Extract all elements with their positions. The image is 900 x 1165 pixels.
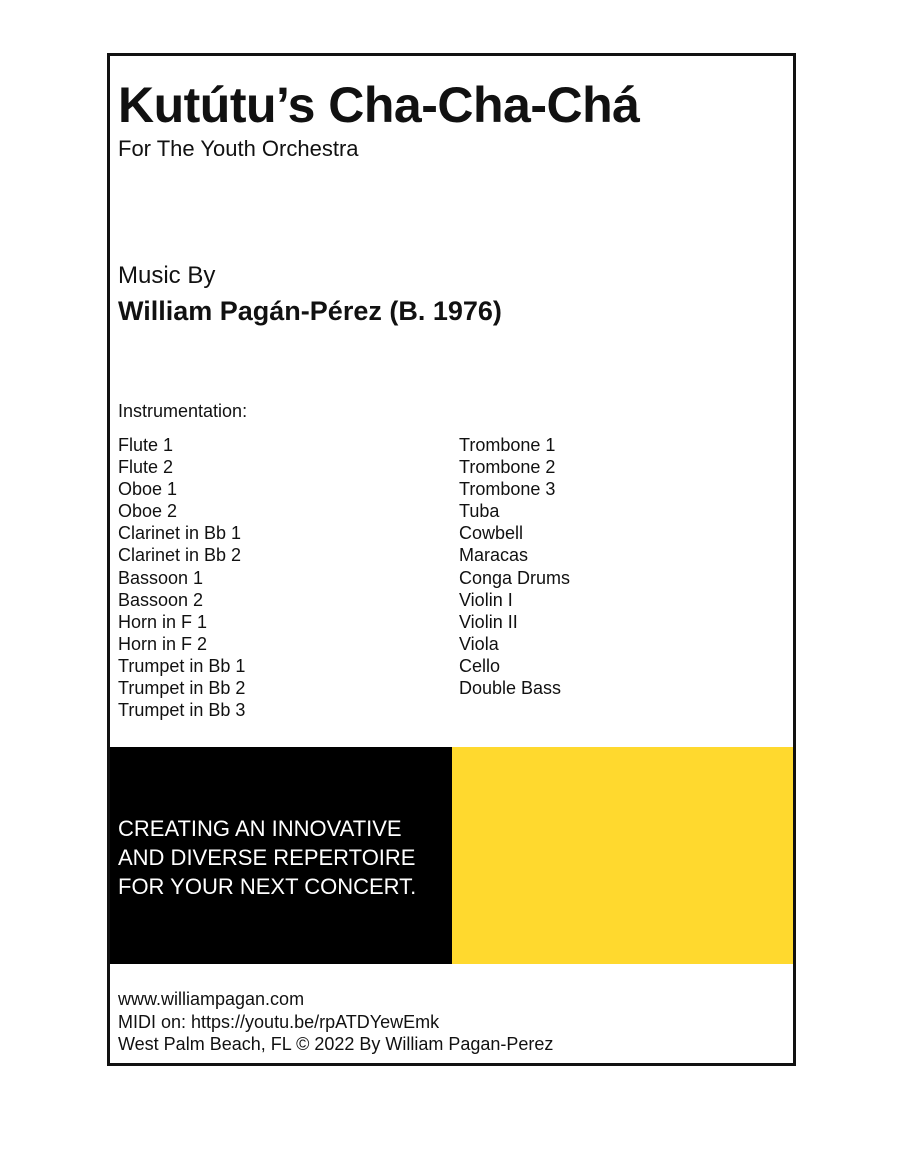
instrument-item: Bassoon 2	[118, 589, 204, 610]
instrument-item: Trumpet in Bb 1	[118, 655, 246, 676]
instrument-item: Violin II	[459, 611, 518, 632]
instrument-item: Conga Drums	[459, 567, 571, 588]
instrument-item: Clarinet in Bb 1	[118, 523, 242, 544]
promo-yellow-panel	[452, 747, 793, 964]
promo-tagline: CREATING AN INNOVATIVE AND DIVERSE REPERTOIRE FOR YOUR NEXT CONCERT.	[118, 816, 417, 899]
instrument-item: Horn in F 1	[118, 611, 208, 632]
instrument-list-right	[459, 434, 570, 699]
instrument-item: Flute 2	[118, 457, 174, 478]
instrument-item: Oboe 1	[118, 479, 178, 500]
instrument-item: Double Bass	[459, 678, 562, 699]
instrumentation-heading: Instrumentation:	[118, 401, 248, 421]
instrument-item: Oboe 2	[118, 501, 178, 522]
instrument-item: Trombone 2	[459, 457, 556, 478]
instrument-list-left	[118, 434, 245, 721]
instrument-item: Cello	[459, 655, 501, 676]
instrument-item: Flute 1	[118, 435, 174, 455]
composer-name: William Pagán-Pérez (B. 1976)	[118, 296, 502, 326]
midi-link[interactable]: MIDI on: https://youtu.be/rpATDYewEmk	[118, 1011, 440, 1032]
instrument-item: Bassoon 1	[118, 567, 204, 588]
website-link[interactable]: www.williampagan.com	[118, 989, 305, 1009]
promo-banner	[110, 747, 793, 964]
instrument-item: Viola	[459, 633, 499, 654]
instrument-item: Trumpet in Bb 2	[118, 678, 246, 699]
cover-page	[107, 53, 796, 1066]
instrument-item: Maracas	[459, 545, 529, 566]
copyright-text: West Palm Beach, FL © 2022 By William Pagan-Perez	[118, 1034, 554, 1054]
footer	[118, 988, 553, 1056]
instrument-item: Cowbell	[459, 523, 524, 544]
page-title: Kutútu’s Cha-Cha-Chá	[118, 77, 640, 133]
instrument-item: Violin I	[459, 589, 513, 610]
instrument-item: Trombone 1	[459, 435, 556, 455]
music-by-label: Music By	[118, 262, 216, 289]
instrument-item: Horn in F 2	[118, 633, 208, 654]
page-subtitle: For The Youth Orchestra	[118, 136, 359, 161]
instrument-item: Trombone 3	[459, 479, 556, 500]
instrument-item: Tuba	[459, 501, 500, 522]
instrument-item: Clarinet in Bb 2	[118, 545, 242, 566]
instrument-item: Trumpet in Bb 3	[118, 700, 246, 721]
promo-black-panel	[110, 747, 452, 964]
